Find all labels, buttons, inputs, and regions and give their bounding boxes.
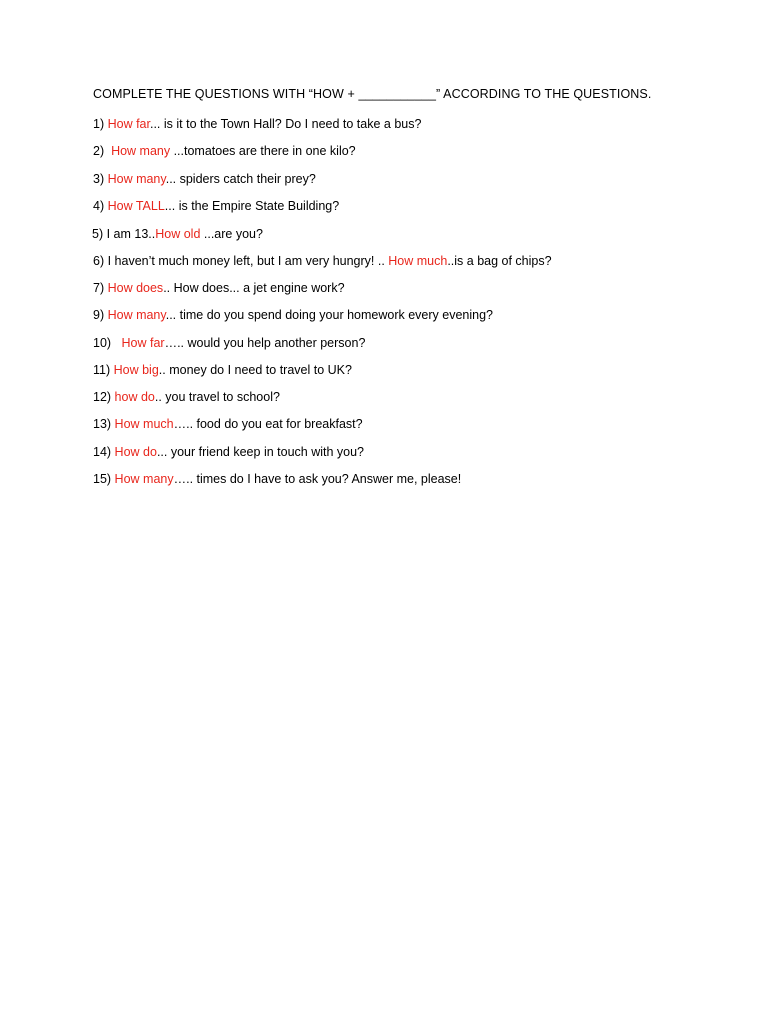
question-9 [93,307,493,323]
answer-text: How many [114,472,174,486]
question-6 [93,253,552,269]
answer-text: how do [114,390,155,404]
answer-text: How TALL [107,199,165,213]
answer-text: How much [388,254,448,268]
question-text-after: ... is the Empire State Building? [164,199,340,213]
answer-text: How many [111,144,171,158]
question-3 [93,171,316,187]
answer-text: How old [155,227,201,241]
question-number: 7) [93,281,108,295]
question-12 [93,389,280,405]
question-text-after: ….. food do you eat for breakfast? [173,417,363,431]
question-11 [93,362,352,378]
question-number: 3) [93,172,108,186]
question-number: 10) [93,336,122,350]
question-number: 14) [93,445,115,459]
worksheet-title: COMPLETE THE QUESTIONS WITH “HOW + ___________” ACCORDING TO THE QUESTIONS. [93,87,652,101]
answer-text: How does [107,281,164,295]
answer-text: How big [113,363,159,377]
question-1 [93,116,421,132]
question-number: 2) [93,144,112,158]
question-text-before: I am 13.. [106,227,156,241]
question-text-after: ... time do you spend doing your homework every evening? [165,308,493,322]
question-number: 15) [93,472,115,486]
answer-text: How far [121,336,165,350]
question-number: 4) [93,199,108,213]
question-15 [93,471,461,487]
question-text-after: ..is a bag of chips? [447,254,552,268]
answer-text: How much [114,417,174,431]
question-number: 11) [93,363,114,377]
question-text-after: .. money do I need to travel to UK? [158,363,352,377]
answer-text: How do [114,445,157,459]
question-text-after: ...are you? [200,227,263,241]
question-2 [93,143,356,159]
answer-text: How many [107,172,166,186]
question-number: 13) [93,417,115,431]
answer-text: How many [107,308,166,322]
question-text-after: .. you travel to school? [154,390,280,404]
answer-text: How far [107,117,150,131]
question-number: 6) [93,254,108,268]
question-13 [93,416,363,432]
question-number: 1) [93,117,108,131]
question-text-after: ….. would you help another person? [164,336,366,350]
question-text-after: ... your friend keep in touch with you? [156,445,364,459]
question-text-after: ….. times do I have to ask you? Answer me, please! [173,472,462,486]
question-text-after: ... spiders catch their prey? [165,172,316,186]
question-text-before: I haven’t much money left, but I am very hungry! .. [107,254,389,268]
question-10 [93,335,365,351]
question-5 [92,226,263,242]
question-number: 9) [93,308,108,322]
question-number: 5) [92,227,107,241]
question-text-after: ...tomatoes are there in one kilo? [170,144,356,158]
question-text-after: ... is it to the Town Hall? Do I need to take a bus? [149,117,422,131]
question-14 [93,444,364,460]
question-text-after: .. How does... a jet engine work? [163,281,345,295]
question-7 [93,280,345,296]
question-4 [93,198,339,214]
question-number: 12) [93,390,115,404]
